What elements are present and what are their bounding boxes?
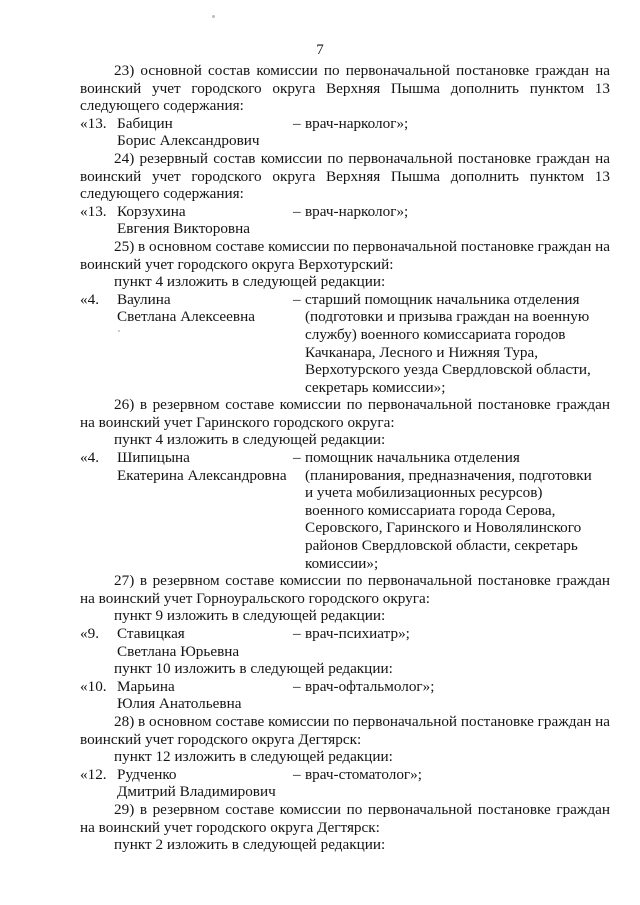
scan-speck (212, 15, 215, 18)
member-role-line: старший помощник начальника отделения (305, 290, 580, 308)
dash-separator: – (293, 290, 301, 308)
amendment-section (80, 238, 610, 396)
member-role-line: Серовского, Гаринского и Новолялинского (305, 519, 582, 537)
member-role-line: секретарь комиссии»; (305, 378, 446, 396)
amendment-section (80, 572, 610, 713)
member-number: «9. (80, 625, 99, 642)
amendment-paragraph: 28) в основном составе комиссии по первоначальной постановке граждан на воинский учет городского округа Дегтярск: (80, 712, 610, 748)
member-name (117, 115, 293, 150)
amendment-instruction: пункт 12 изложить в следующей редакции: (114, 748, 393, 766)
member-number: «12. (80, 765, 107, 783)
amendment-paragraph: 23) основной состав комиссии по первоначальной постановке граждан на воинский учет городского округа Верхняя Пышма дополнить пунктом 13 следующего содержания: (80, 62, 610, 115)
amendment-paragraph: 29) в резервном составе комиссии по первоначальной постановке граждан на воинский учет городского округа Дегтярск: (80, 800, 610, 836)
member-role-line: и учета мобилизационных ресурсов) (305, 484, 543, 502)
amendment-paragraph: 24) резервный состав комиссии по первоначальной постановке граждан на воинский учет городского округа Верхняя Пышма дополнить пунктом 13 следующего содержания: (80, 149, 610, 203)
member-role-line: комиссии»; (305, 554, 379, 572)
member-role (305, 291, 610, 397)
member-name (117, 678, 293, 713)
member-role-line: помощник начальника отделения (305, 449, 520, 467)
member-role-line: Качканара, Лесного и Нижняя Тура, (305, 343, 539, 361)
member-name-line: Екатерина Александровна (117, 466, 287, 484)
member-name-line: Юлия Анатольевна (117, 695, 242, 713)
member-name-line: Ваулина (117, 290, 171, 308)
member-name-line: Корзухина (117, 202, 186, 220)
member-entry (80, 291, 610, 397)
member-entry (80, 678, 610, 713)
member-role (305, 115, 610, 133)
amendment-section (80, 62, 610, 150)
member-role-line: (планирования, предназначения, подготовки (305, 466, 592, 484)
member-number: «10. (80, 677, 107, 695)
member-role-line: врач-психиатр»; (305, 625, 410, 642)
dash-separator: – (293, 449, 301, 467)
member-role-line: службу) военного комиссариата городов (305, 325, 566, 343)
member-name (117, 291, 293, 326)
member-name-line: Дмитрий Владимирович (117, 783, 276, 801)
member-role-line: врач-нарколог»; (305, 114, 409, 132)
member-name-line: Бабицин (117, 114, 173, 132)
member-name-line: Светлана Юрьевна (117, 642, 240, 660)
member-role-line: врач-стоматолог»; (305, 765, 422, 783)
member-role (305, 449, 610, 572)
member-role-line: военного комиссариата города Серова, (305, 501, 556, 519)
member-entry (80, 203, 610, 238)
member-name-line: Евгения Викторовна (117, 220, 250, 238)
member-role-line: районов Свердловской области, секретарь (305, 537, 578, 555)
member-name (117, 449, 293, 484)
member-name-line: Марьина (117, 677, 175, 695)
member-name-line: Светлана Алексеевна (117, 308, 255, 326)
dash-separator: – (293, 202, 301, 220)
amendment-instruction: пункт 9 изложить в следующей редакции: (114, 607, 386, 625)
member-number: «4. (80, 449, 99, 467)
member-name (117, 766, 293, 801)
member-number: «13. (80, 114, 107, 132)
page-number: 7 (316, 42, 324, 58)
amendment-section (80, 801, 610, 854)
member-entry (80, 766, 610, 801)
member-entry (80, 625, 610, 660)
amendment-section (80, 396, 610, 572)
member-role (305, 625, 610, 643)
member-number: «13. (80, 202, 107, 220)
member-role-line: врач-офтальмолог»; (305, 677, 435, 695)
member-name-line: Ставицкая (117, 625, 185, 642)
amendment-instruction: пункт 2 изложить в следующей редакции: (114, 836, 386, 854)
dash-separator: – (293, 677, 301, 695)
member-name (117, 203, 293, 238)
amendment-paragraph: 27) в резервном составе комиссии по первоначальной постановке граждан на воинский учет Горноуральского городского округа: (80, 572, 610, 607)
member-role (305, 678, 610, 696)
member-entry (80, 115, 610, 150)
member-role-line: Верхотурского уезда Свердловской области, (305, 361, 591, 379)
member-name (117, 625, 293, 660)
member-number: «4. (80, 290, 99, 308)
amendment-paragraph: 26) в резервном составе комиссии по первоначальной постановке граждан на воинский учет Гаринского городского округа: (80, 396, 610, 431)
document-body (80, 62, 610, 854)
member-role-line: врач-нарколог»; (305, 202, 409, 220)
amendment-instruction: пункт 4 изложить в следующей редакции: (114, 431, 386, 449)
dash-separator: – (293, 114, 301, 132)
amendment-section (80, 150, 610, 238)
member-role (305, 203, 610, 221)
member-role (305, 766, 610, 784)
dash-separator: – (293, 625, 301, 642)
member-entry (80, 449, 610, 572)
dash-separator: – (293, 765, 301, 783)
member-name-line: Шипицына (117, 449, 190, 467)
amendment-instruction: пункт 4 изложить в следующей редакции: (114, 273, 386, 291)
member-name-line: Рудченко (117, 765, 177, 783)
amendment-instruction: пункт 10 изложить в следующей редакции: (114, 660, 393, 678)
member-name-line: Борис Александрович (117, 132, 260, 150)
amendment-paragraph: 25) в основном составе комиссии по первоначальной постановке граждан на воинский учет городского округа Верхотурский: (80, 237, 610, 273)
member-role-line: (подготовки и призыва граждан на военную (305, 308, 590, 326)
amendment-section (80, 713, 610, 801)
